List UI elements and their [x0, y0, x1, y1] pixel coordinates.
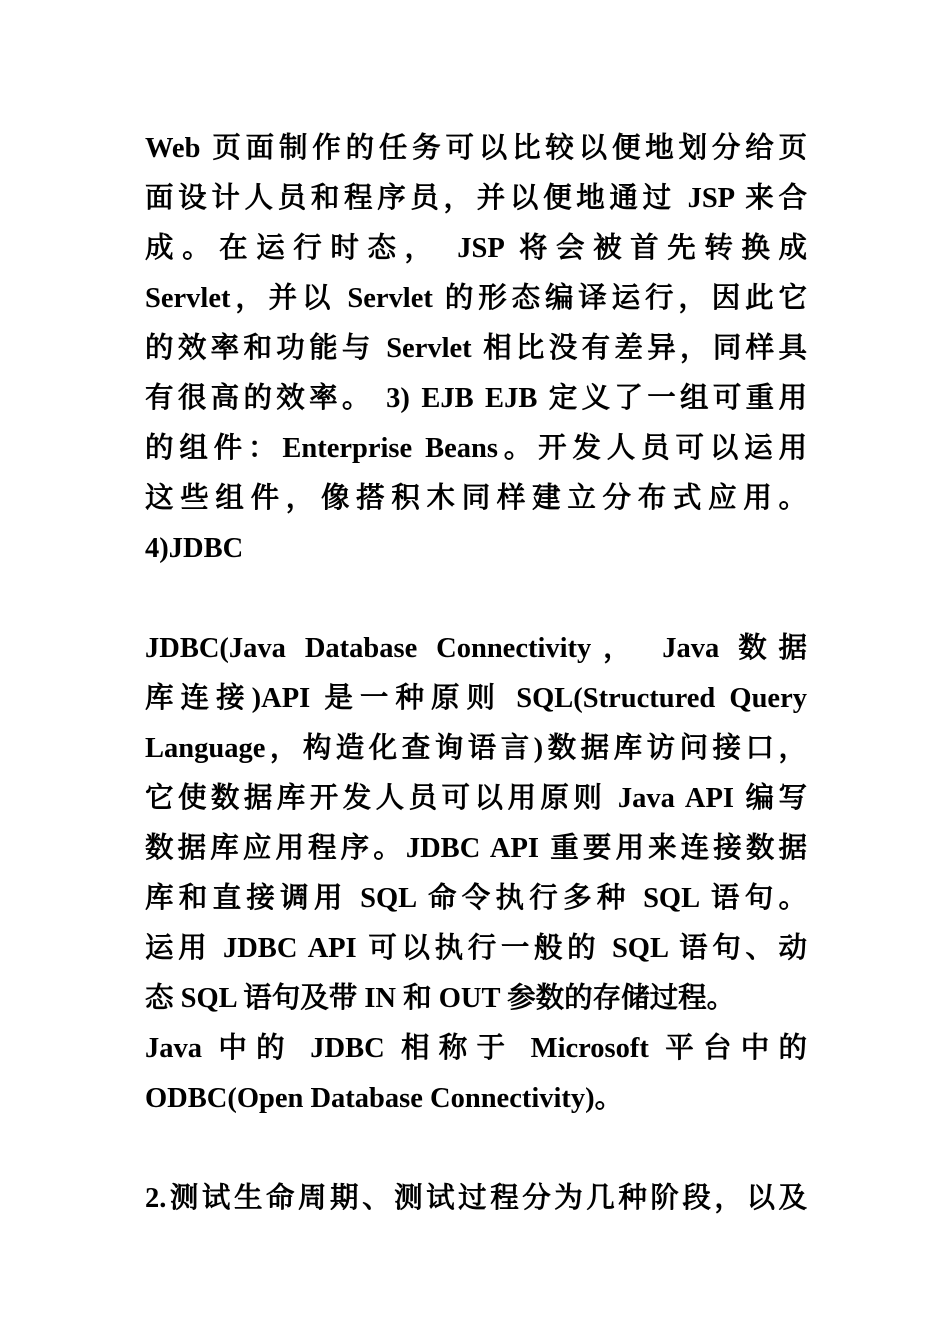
- text-line: Language，构造化查询语言)数据库访问接口，: [145, 733, 807, 764]
- text-line: 4)JDBC: [145, 533, 244, 564]
- paragraph-spacer: [145, 574, 807, 624]
- text-line: 2.测试生命周期、测试过程分为几种阶段，以及: [145, 1183, 807, 1214]
- text-line: 态 SQL 语句及带 IN 和 OUT 参数的存储过程。: [145, 983, 736, 1014]
- text-line: 库和直接调用 SQL 命令执行多种 SQL 语句。: [145, 883, 807, 914]
- text-line: 这些组件，像搭积木同样建立分布式应用。: [145, 483, 807, 514]
- text-line: ODBC(Open Database Connectivity)。: [145, 1083, 624, 1114]
- text-line: 它使数据库开发人员可以用原则 Java API 编写: [145, 783, 807, 814]
- text-line: 数据库应用程序。JDBC API 重要用来连接数据: [145, 833, 807, 864]
- text-line: JDBC(Java Database Connectivity， Java 数据: [145, 633, 807, 664]
- paragraph-testing-lifecycle: [145, 1174, 807, 1224]
- paragraph-jsp-ejb: [145, 124, 807, 574]
- text-line: 库连接)API 是一种原则 SQL(Structured Query: [145, 683, 807, 714]
- text-line: 的组件：Enterprise Beans。开发人员可以运用: [145, 433, 807, 464]
- text-line: 成。在运行时态， JSP 将会被首先转换成: [145, 233, 807, 264]
- document-body: [145, 124, 807, 1224]
- text-line: Java 中的 JDBC 相称于 Microsoft 平台中的: [145, 1033, 807, 1064]
- text-line: 有很高的效率。 3) EJB EJB 定义了一组可重用: [145, 383, 807, 414]
- text-line: 运用 JDBC API 可以执行一般的 SQL 语句、动: [145, 933, 807, 964]
- text-line: 面设计人员和程序员，并以便地通过 JSP 来合: [145, 183, 807, 214]
- text-line: Web 页面制作的任务可以比较以便地划分给页: [145, 133, 807, 164]
- paragraph-jdbc: [145, 624, 807, 1124]
- text-line: Servlet，并以 Servlet 的形态编译运行，因此它: [145, 283, 807, 314]
- text-line: 的效率和功能与 Servlet 相比没有差异，同样具: [145, 333, 807, 364]
- paragraph-spacer: [145, 1124, 807, 1174]
